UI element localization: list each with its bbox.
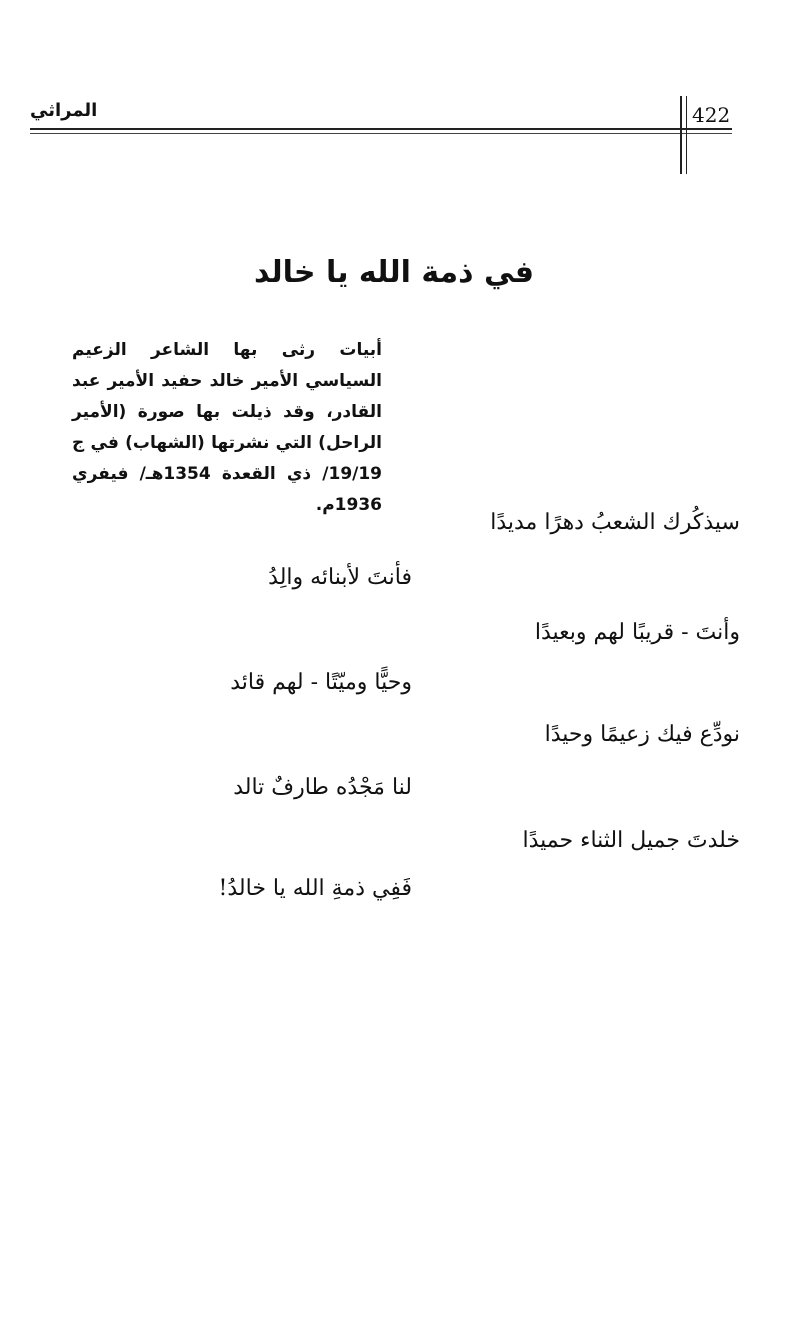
verse-line-7: خلدتَ جميل الثناء حميدًا <box>522 828 740 853</box>
verse-line-5: نودِّع فيك زعيمًا وحيدًا <box>544 722 740 747</box>
verse-line-4: وحيًّا وميّتًا - لهم قائد <box>230 670 412 695</box>
header-rule <box>30 128 732 130</box>
verse-line-2: فأنتَ لأبنائه والِدُ <box>268 565 412 590</box>
page-number-divider-thin <box>686 96 687 174</box>
page-number: 422 <box>692 103 731 127</box>
intro-paragraph: أبيات رثى بها الشاعر الزعيم السياسي الأمير خالد حفيد الأمير عبد القادر، وقد ذيلت بها صورة (الأمير الراحل) التي نشرتها (الشهاب) في ج 19/19/ ذي القعدة 1354هـ/ فيفري 1936م. <box>72 340 383 515</box>
verse-line-1: سيذكُرك الشعبُ دهرًا مديدًا <box>490 510 740 535</box>
header-rule-secondary <box>30 133 732 134</box>
verse-line-3: وأنتَ - قريبًا لهم وبعيدًا <box>534 620 740 645</box>
poem-title: في ذمة الله يا خالد <box>254 255 534 290</box>
verse-line-6: لنا مَجْدُه طارفٌ تالد <box>233 775 412 800</box>
running-title: المراثي <box>30 100 98 121</box>
page-number-divider <box>680 96 682 174</box>
verse-line-8: فَفِي ذمةِ الله يا خالدُ! <box>218 876 412 901</box>
